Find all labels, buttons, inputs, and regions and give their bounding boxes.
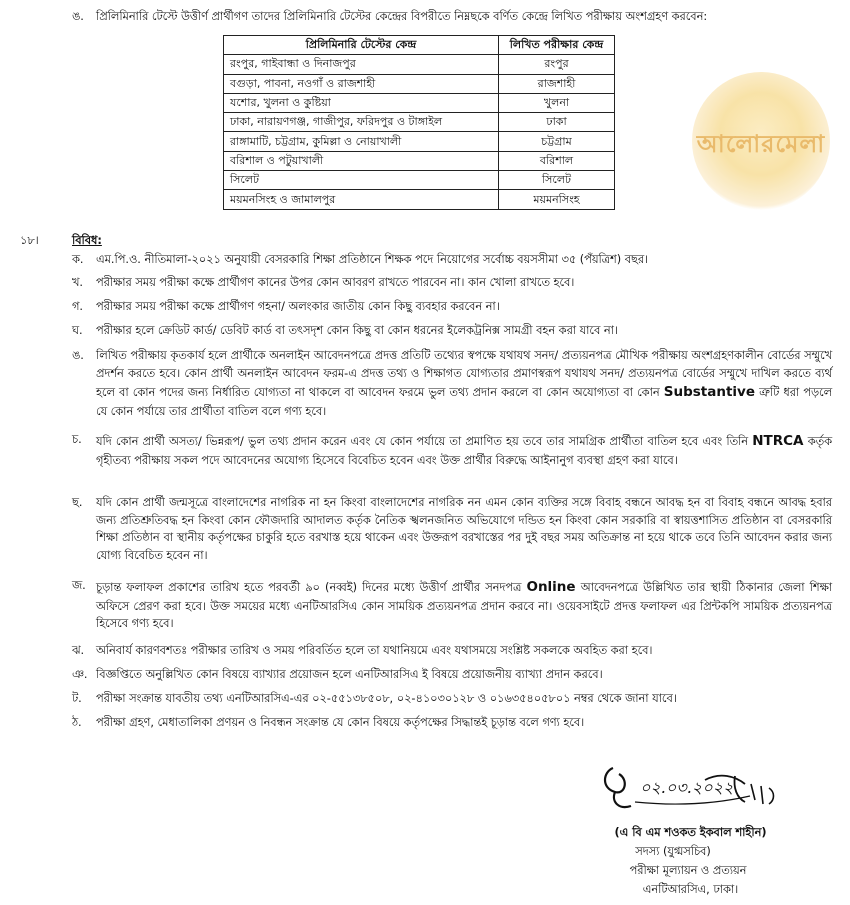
preliminary-center-cell: রাঙ্গামাটি, চট্টগ্রাম, কুমিল্লা ও নোয়াখালী — [224, 132, 499, 151]
latin-term: Online — [526, 579, 576, 595]
list-item — [72, 251, 832, 269]
signatory-office-line-2: এনটিআরসিএ, ঢাকা। — [642, 883, 739, 896]
written-center-cell: ময়মনসিংহ — [499, 190, 615, 209]
item-marker: গ. — [72, 300, 83, 313]
item-text-part: ত্রুটি ধরা পড়লে যে কোন পর্যায়ে তার প্রার্থীতা বাতিল বলে গণ্য হবে। — [96, 386, 833, 418]
item-marker: ট. — [72, 692, 82, 705]
written-center-cell: সিলেট — [499, 171, 615, 190]
item-text: পরীক্ষার সময় পরীক্ষা কক্ষে প্রার্থীগণ গহনা/ অলংকার জাতীয় কোন কিছু ব্যবহার করবেন না। — [96, 300, 500, 313]
written-center-cell: চট্টগ্রাম — [499, 132, 615, 151]
item-text: পরীক্ষা গ্রহণ, মেধাতালিকা প্রণয়ন ও নিবন্ধন সংক্রান্ত যে কোন বিষয়ে কর্তৃপক্ষের সিদ্ধান্তই চূড়ান্ত বলে গণ্য হবে। — [96, 716, 585, 729]
written-center-cell: বরিশাল — [499, 151, 615, 170]
table-row — [224, 93, 615, 112]
preliminary-center-cell: যশোর, খুলনা ও কুষ্টিয়া — [224, 93, 499, 112]
signatory-office-line-1: পরীক্ষা মূল্যায়ন ও প্রত্যয়ন — [629, 864, 747, 877]
list-item — [72, 298, 832, 316]
exam-centers-table — [223, 35, 615, 210]
list-item — [72, 494, 832, 564]
table-row — [224, 151, 615, 170]
item-marker: ক. — [72, 253, 84, 266]
item-text: পরীক্ষার হলে ক্রেডিট কার্ড/ ডেবিট কার্ড বা তৎসদৃশ কোন কিছু বা কোন ধরনের ইলেকট্রনিক্স সামগ্রী বহন করা যাবে না। — [96, 324, 618, 337]
item-text: পরীক্ষা সংক্রান্ত যাবতীয় তথ্য এনটিআরসিএ-এর ০২-৫৫১৩৮৫০৮, ০২-৪১০৩০১২৮ ও ০১৬৩৫৪০৫৮০১ নম্বর থেকে জানা যাবে। — [96, 692, 677, 705]
item-marker: খ. — [72, 276, 84, 289]
item-text-part: যদি কোন প্রার্থী অসত্য/ ভিন্নরূপ/ ভুল তথ্য প্রদান করেন এবং যে কোন পর্যায়ে তা প্রমাণিত হয় তবে তার সামগ্রিক প্রার্থীতা বাতিল হবে এবং তিনি — [96, 435, 749, 448]
table-row — [224, 171, 615, 190]
list-item — [72, 690, 832, 708]
item-text — [96, 577, 832, 633]
signature-date: ০২.০৩.২০২২ — [640, 778, 734, 797]
latin-term: Substantive — [663, 384, 756, 400]
table-header-row — [224, 36, 615, 55]
item-text: অনিবার্য কারণবশতঃ পরীক্ষার তারিখ ও সময় পরিবর্তিত হলে তা যথানিয়মে এবং যথাসময়ে সংশ্লিষ্ট সকলকে অবহিত করা হবে। — [96, 644, 653, 657]
table-row — [224, 55, 615, 74]
written-center-cell: রাজশাহী — [499, 74, 615, 93]
item-text-part: চূড়ান্ত ফলাফল প্রকাশের তারিখ হতে পরবর্তী ৯০ (নব্বই) দিনের মধ্যে উত্তীর্ণ প্রার্থীর সনদপত্র — [96, 581, 522, 594]
list-item — [72, 577, 832, 633]
signatory-name: (এ বি এম শওকত ইকবাল শাহীন) — [614, 826, 767, 839]
item-text: এম.পি.ও. নীতিমালা-২০২১ অনুযায়ী বেসরকারি শিক্ষা প্রতিষ্ঠানে শিক্ষক পদে নিয়োগের সর্বোচ্চ বয়সসীমা ৩৫ (পঁয়ত্রিশ) বছর। — [96, 253, 649, 266]
signatory-designation: সদস্য (যুগ্মসচিব) — [635, 845, 711, 858]
item-text-part: আবেদনপত্রে উল্লিখিত তার স্থায়ী ঠিকানার জেলা শিক্ষা অফিসে প্রেরণ করা হবে। উক্ত সময়ের মধ্যে এনটিআরসিএ কোন সাময়িক প্রত্যয়নপত্র প্রদান করবে না। ওয়েবসাইটে প্রদত্ত ফলাফল এর প্রিন্টকপি সাময়িক প্রত্যয়নপত্র হিসেবে গণ্য হবে। — [96, 581, 833, 631]
item-marker: ঠ. — [72, 716, 82, 729]
item-text-part: লিখিত পরীক্ষায় কৃতকার্য হলে প্রার্থীকে অনলাইন আবেদনপত্রে প্রদত্ত প্রতিটি তথ্যের স্বপক্ষে যথাযথ সনদ/ প্রত্যয়নপত্র মৌখিক পরীক্ষায় অংশগ্রহণকালীন বোর্ডের সম্মুখে প্রদর্শন করতে হবে। কোন প্রার্থী অনলাইন আবেদন ফরম-এ প্রদত্ত তথ্য ও শিক্ষাগত যোগ্যতার প্রমাণস্বরূপ যথাযথ সনদ/ প্রত্যয়নপত্র বোর্ডের সম্মুখে দাখিল করতে ব্যর্থ হলে বা কোন পদের জন্য নির্ধারিত যোগ্যতা না থাকলে বা আবেদন ফরমে ভুল তথ্য প্রদান করলে বা কোন অযোগ্যতা বা কোন — [96, 349, 832, 399]
section-title: বিবিধ: — [72, 234, 102, 247]
preliminary-center-cell: সিলেট — [224, 171, 499, 190]
list-item — [72, 714, 832, 732]
item-text: প্রিলিমিনারি টেস্টে উত্তীর্ণ প্রার্থীগণ তাদের প্রিলিমিনারি টেস্টের কেন্দ্রের বিপরীতে নিম্নছকে বর্ণিত কেন্দ্রে লিখিত পরীক্ষায় অংশগ্রহণ করবেন: — [96, 10, 708, 23]
preliminary-center-cell: ঢাকা, নারায়ণগঞ্জ, গাজীপুর, ফরিদপুর ও টাঙ্গাইল — [224, 113, 499, 132]
list-item — [72, 322, 832, 340]
item-text — [96, 431, 832, 469]
item-marker: ছ. — [72, 496, 83, 509]
preliminary-center-cell: বরিশাল ও পটুয়াখালী — [224, 151, 499, 170]
watermark-logo — [692, 72, 830, 210]
item-text: পরীক্ষার সময় পরীক্ষা কক্ষে প্রার্থীগণ কানের উপর কোন আবরণ রাখতে পারবেন না। কান খোলা রাখতে হবে। — [96, 276, 575, 289]
section-number: ১৮। — [20, 234, 39, 247]
table-row — [224, 190, 615, 209]
written-center-cell: খুলনা — [499, 93, 615, 112]
item-marker: ঞ. — [72, 668, 88, 681]
table-row — [224, 132, 615, 151]
preliminary-center-cell: বগুড়া, পাবনা, নওগাঁ ও রাজশাহী — [224, 74, 499, 93]
item-marker: ঘ. — [72, 324, 83, 337]
column-header-preliminary-center: প্রিলিমিনারি টেস্টের কেন্দ্র — [224, 36, 499, 55]
item-marker: ঙ. — [72, 349, 84, 362]
item-marker: ঝ. — [72, 644, 85, 657]
item-text: যদি কোন প্রার্থী জন্মসূত্রে বাংলাদেশের নাগরিক না হন কিংবা বাংলাদেশের নাগরিক নন এমন কোন ব্যক্তির সঙ্গে বিবাহ বন্ধনে আবদ্ধ হন বা বিবাহ বন্ধনে আবদ্ধ হবার জন্য প্রতিশ্রুতিবদ্ধ হন কিংবা কোন ফৌজদারি আদালত কর্তৃক নৈতিক স্খলনজনিত অভিযোগে দন্ডিত হন কিংবা কোন সরকারি বা স্বায়ত্তশাসিত প্রতিষ্ঠান বা বেসরকারি শিক্ষা প্রতিষ্ঠান বা স্থানীয় কর্তৃপক্ষের চাকুরি হতে বরখাস্ত হয়ে থাকেন এবং উক্তরূপ বরখাস্তের পর দুই বছর সময় অতিক্রান্ত না হয়ে থাকে তবে তিনি আবেদন করার জন্য যোগ্য বিবেচিত হবেন না। — [96, 496, 832, 562]
list-item — [72, 274, 832, 292]
item-marker: জ. — [72, 579, 86, 592]
written-center-cell: ঢাকা — [499, 113, 615, 132]
list-item — [72, 347, 832, 420]
item-marker: ঙ. — [72, 10, 84, 23]
written-center-cell: রংপুর — [499, 55, 615, 74]
item-text-part: কর্তৃক গৃহীতব্য পরীক্ষায় সকল পদে আবেদনের অযোগ্য হিসেবে বিবেচিত হবেন এবং উক্ত প্রার্থীর বিরুদ্ধে আইনানুগ ব্যবস্থা গ্রহণ করা যাবে। — [96, 435, 833, 467]
table-row — [224, 74, 615, 93]
column-header-written-center: লিখিত পরীক্ষার কেন্দ্র — [499, 36, 615, 55]
section-6-intro — [72, 8, 832, 26]
watermark-text: আলোরমেলা — [696, 130, 826, 158]
preliminary-center-cell: রংপুর, গাইবান্ধা ও দিনাজপুর — [224, 55, 499, 74]
list-item — [72, 431, 832, 469]
table-row — [224, 113, 615, 132]
list-item — [72, 642, 832, 660]
item-text: বিজ্ঞপ্তিতে অনুল্লিখিত কোন বিষয়ে ব্যাখ্যার প্রয়োজন হলে এনটিআরসিএ ই বিষয়ে প্রয়োজনীয় ব্যাখ্যা প্রদান করবে। — [96, 668, 603, 681]
preliminary-center-cell: ময়মনসিংহ ও জামালপুর — [224, 190, 499, 209]
list-item — [72, 666, 832, 684]
item-marker: চ. — [72, 433, 82, 446]
latin-term: NTRCA — [752, 433, 804, 449]
item-text — [96, 347, 832, 420]
